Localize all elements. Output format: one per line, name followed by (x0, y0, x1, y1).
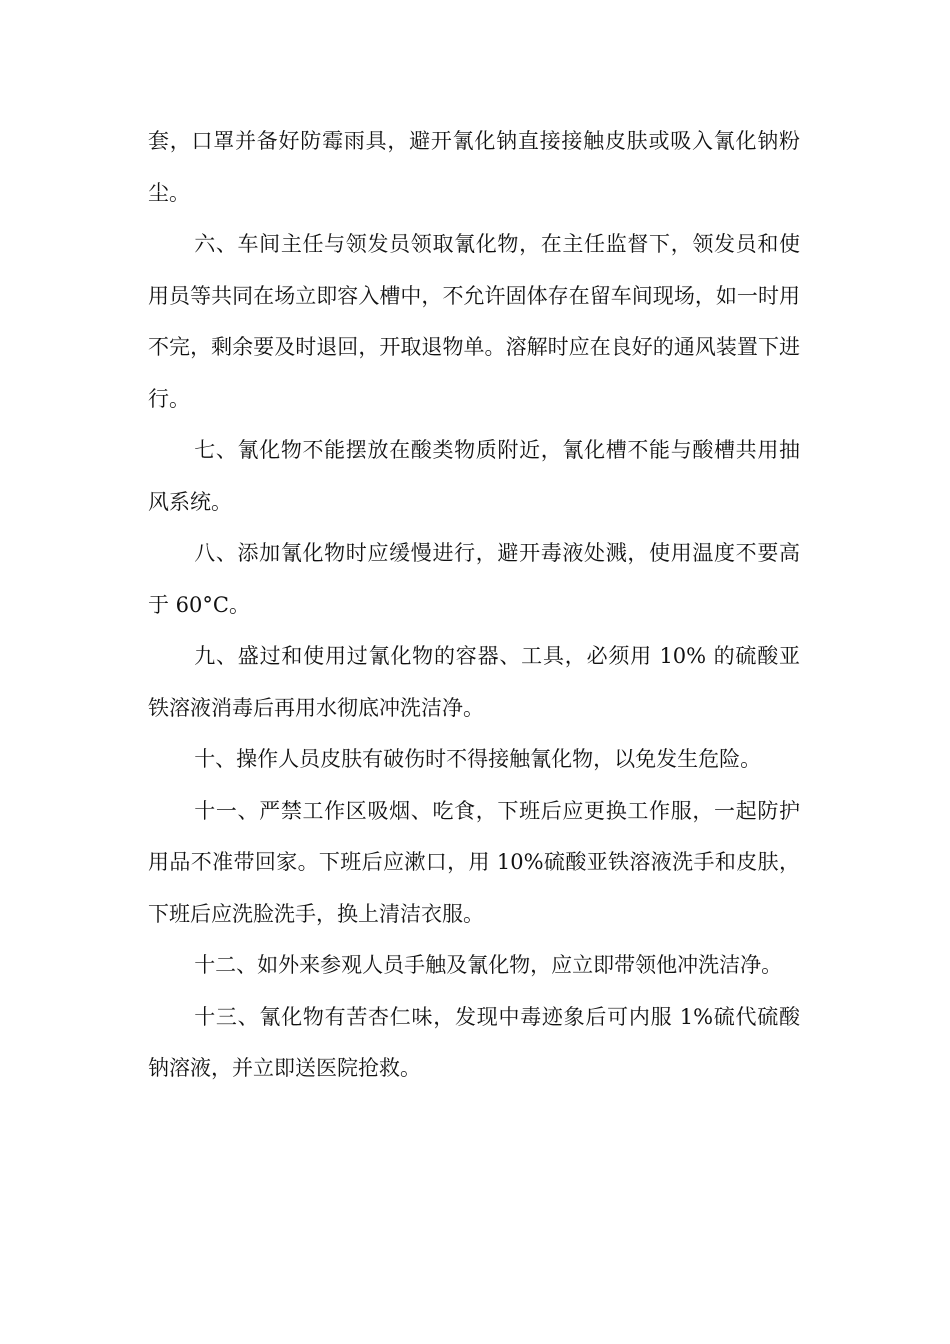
paragraph-item-13: 十三、氰化物有苦杏仁味，发现中毒迹象后可内服 1%硫代硫酸钠溶液，并立即送医院抢救。 (148, 1004, 800, 1080)
paragraph-item-7: 七、氰化物不能摆放在酸类物质附近，氰化槽不能与酸槽共用抽风系统。 (148, 438, 800, 514)
paragraph-item-6: 六、车间主任与领发员领取氰化物，在主任监督下，领发员和使用员等共同在场立即容入槽中，不允许固体存在留车间现场，如一时用不完，剩余要及时退回，开取退物单。溶解时应在良好的通风装置下进行。 (148, 232, 800, 411)
paragraph-item-10: 十、操作人员皮肤有破伤时不得接触氰化物，以免发生危险。 (194, 747, 762, 771)
paragraph-item-8: 八、添加氰化物时应缓慢进行，避开毒液处溅，使用温度不要高于 60°C。 (148, 541, 800, 617)
paragraph-continuation: 套，口罩并备好防霉雨具，避开氰化钠直接接触皮肤或吸入氰化钠粉尘。 (148, 129, 800, 205)
paragraph-item-11: 十一、严禁工作区吸烟、吃食，下班后应更换工作服，一起防护用品不准带回家。下班后应漱口，用 10%硫酸亚铁溶液洗手和皮肤，下班后应洗脸洗手，换上清洁衣服。 (148, 798, 800, 926)
document-body (148, 116, 800, 1095)
paragraph-item-9: 九、盛过和使用过氰化物的容器、工具，必须用 10% 的硫酸亚铁溶液消毒后再用水彻底冲洗洁净。 (148, 644, 800, 720)
paragraph-item-12: 十二、如外来参观人员手触及氰化物，应立即带领他冲洗洁净。 (194, 953, 783, 977)
